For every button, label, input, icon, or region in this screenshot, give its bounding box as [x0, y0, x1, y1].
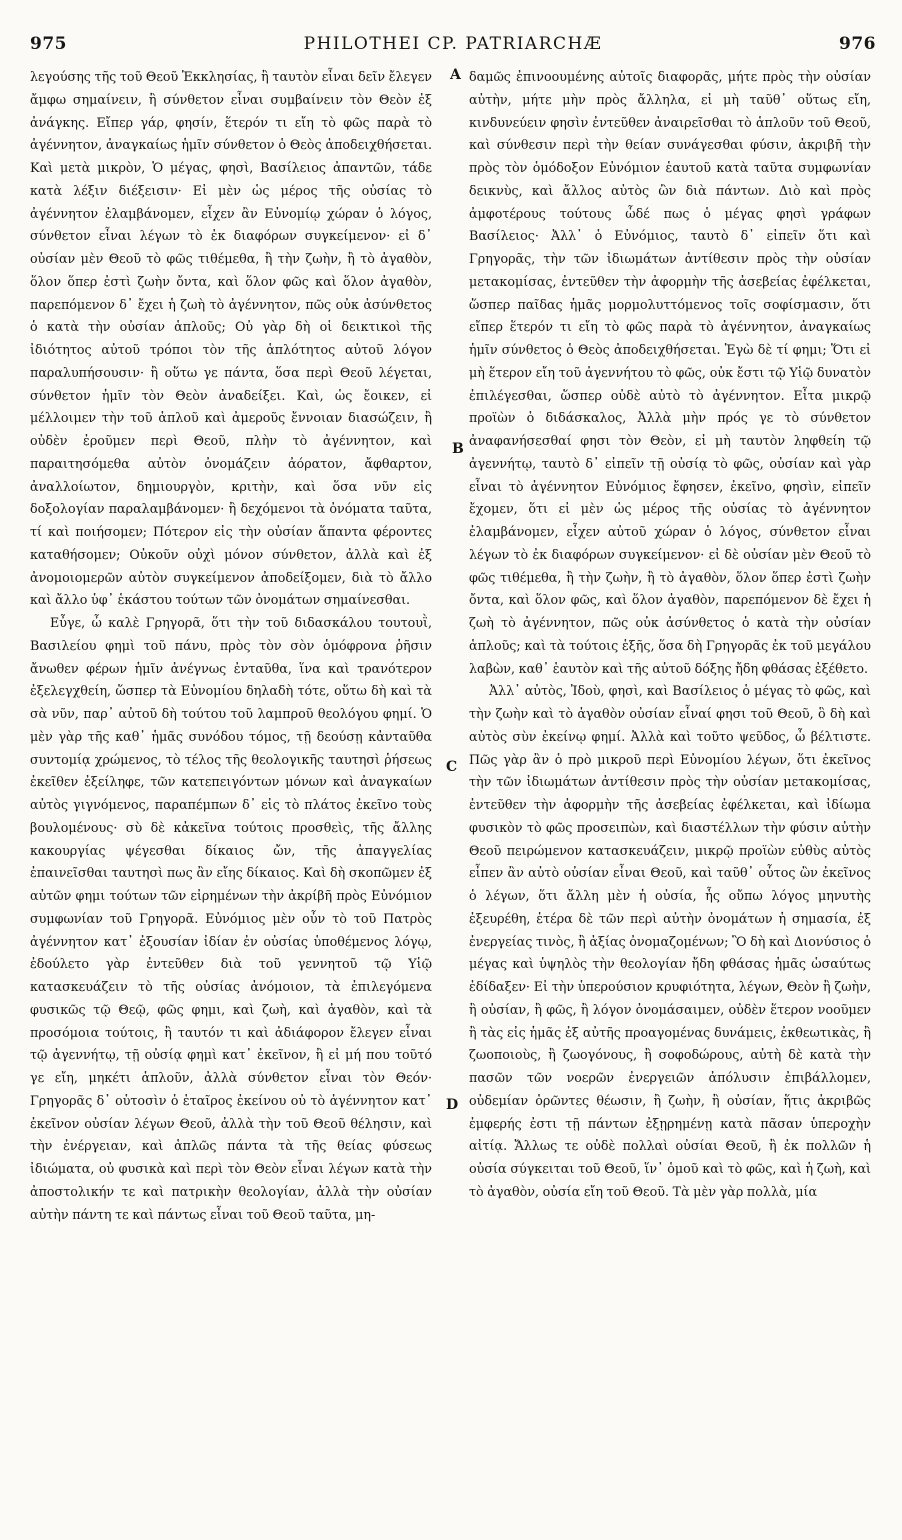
page-number-left: 975	[30, 34, 67, 54]
margin-marker-d: D	[446, 1097, 459, 1113]
margin-marker-c: C	[446, 759, 458, 775]
margin-marker-b: B	[452, 441, 464, 457]
left-column	[30, 66, 432, 1226]
page-header	[30, 34, 876, 62]
left-paragraph-2: Εὖγε, ὦ καλὲ Γρηγορᾶ, ὅτι τὴν τοῦ διδασκάλου τουτουῒ, Βασιλείου φημὶ τοῦ πάνυ, πρὸς τὸν σὸν ὁμόφρονα ῥῆσιν ἄνωθεν φέρων ἡμῖν ἀνέγνως ἐνταῦθα, ἵνα καὶ τρανότερον ἐξελεγχθείη, ὥσπερ τὰ Εὐνομίου δηλαδὴ τότε, οὕτω δὴ καὶ τὰ σὰ νῦν, παρ᾽ αὐτοῦ δὴ τούτου τοῦ λαμπροῦ θεολόγου φημί. Ὁ μὲν γὰρ τῆς καθ᾽ ἡμᾶς συνόδου τόμος, τῇ δεούσῃ κἀνταῦθα συντομίᾳ χρώμενος, τὸ τέλος τῆς θεολογικῆς ταυτησὶ ῥήσεως ἐκεῖθεν ἐξείληφε, τῶν κατεπειγόντων μόνων καὶ ἀναγκαίων αὐτὸς γιγνόμενος, παραπέμπων δ᾽ εἰς τὸ πλάτος ἐκεῖνο τοὺς βουλομένους· σὺ δὲ κἀκεῖνα τούτοις προσθεὶς, τῆς ἄλλης κακουργίας ψέγεσθαι δίκαιος ὤν, τῆς ἀπαγγελίας ἐπαινεῖσθαι ταυτησὶ πως ἂν εἴης δίκαιος. Καὶ δὴ σκοπῶμεν ἐξ αὐτῶν φημι τούτων τῶν εἰρημένων τὴν ἀκρίβῆ πρὸς Εὐνόμιον συμφωνίαν τοῦ Γρηγορᾶ. Εὐνόμιος μὲν οὖν τὸ τοῦ Πατρὸς ἀγέννητον κατ᾽ ἐξουσίαν ἰδίαν ἐν οὐσίας ὑποθέμενος λόγῳ, ἐδούλετο γὰρ ἐντεῦθεν διὰ τοῦ γεννητοῦ τῷ Υἱῷ κατασκευάζειν τὸ τῆς οὐσίας ἀνόμοιον, τὰ ἐπιλεγόμενα φυσικῶς τῷ Θεῷ, φῶς φημι, καὶ ζωὴ, καὶ ἀγαθὸν, καὶ τὰ προσόμοια τούτοις, ἢ ταυτόν τι καὶ ἀδιάφορον ἔλεγεν εἶναι τῷ ἀγεννήτῳ, τῇ οὐσίᾳ φημὶ κατ᾽ ἐκεῖνον, ἢ εἰ μή που τοῦτό γε εἴη, μηκέτι ἁπλοῦν, ἀλλὰ σύνθετον εἶναι τὸν Θεόν· Γρηγορᾶς δ᾽ οὑτοσὶν ὁ ἑταῖρος ἐκείνου οὐ τὸ ἀγέννητον κατ᾽ ἐκεῖνον οὐσίαν λέγων Θεοῦ, ἀλλὰ τὴν τοῦ Θεοῦ θέλησιν, καὶ τὴν ἐνέργειαν, καὶ ἁπλῶς πάντα τὰ τῆς θείας φύσεως ἰδιώματα, οὐ φυσικὰ καὶ περὶ τὸν Θεὸν εἶναι λέγων κατὰ τὴν ἀποστολικήν τε καὶ πατρικὴν θεολογίαν, ἀλλὰ τὴν οὐσίαν αὐτὴν πάντη τε καὶ πάντως εἶναι τοῦ Θεοῦ ταῦτα, μη-	[30, 615, 432, 1222]
running-title: PHILOTHEI CP. PATRIARCHÆ	[303, 34, 603, 54]
right-paragraph-1: δαμῶς ἐπινοουμένης αὐτοῖς διαφορᾶς, μήτε πρὸς τὴν οὐσίαν αὐτὴν, μήτε μὴν πρὸς ἄλληλα, εἰ μὴ ταῦθ᾽ οὕτως εἴη, κινδυνεύειν φησὶν ἐντεῦθεν ἀναιρεῖσθαι τὸ ἁπλοῦν τοῦ Θεοῦ, καὶ σύνθεσιν περὶ τὴν θείαν συνάγεσθαι φύσιν, ἀκριβῆ τὴν πρὸς τὸν ὁμόδοξον Εὐνόμιον ἑαυτοῦ κατὰ ταῦτα συμφωνίαν δεικνὺς, καὶ ἄλλος αὐτὸς ὢν διὰ πάντων. Διὸ καὶ πρὸς ἀμφοτέρους τούτους ὧδέ πως ὁ μέγας φησὶ γράφων Βασίλειος· Ἀλλ᾽ ὁ Εὐνόμιος, ταυτὸ δ᾽ εἰπεῖν ὅτι καὶ Γρηγορᾶς, τὴν τῶν ἰδιωμάτων ἀντίθεσιν πρὸς τὴν οὐσίαν μετακομίσας, ἐντεῦθεν τὴν ἀφορμὴν τῆς ἀσεβείας ἐφέλκεται, ὥσπερ παῖδας ἡμᾶς μορμολυττόμενος τοῖς σοφίσμασιν, ὅτι εἴπερ ἕτερόν τι εἴη τὸ φῶς παρὰ τὸ ἀγέννητον, ἀναγκαίως ἡμῖν σύνθετος ὁ Θεὸς ἀποδειχθήσεται. Ἐγὼ δὲ τί φημι; Ὅτι εἰ μὴ ἕτερον εἴη τοῦ ἀγεννήτου τὸ φῶς, οὐκ ἔστι τῷ Υἱῷ δυνατὸν ἐπιλέγεσθαι, ὥσπερ οὐδὲ αὐτὸ τὸ ἀγέννητον. Εἶτα μικρῷ προϊὼν ὁ διδάσκαλος, Ἀλλὰ μὴν πρός γε τὸ σύνθετον ἀναφανήσεσθαί φησι τὸν Θεὸν, εἰ μὴ ταυτὸν ληφθείη τῷ ἀγεννήτῳ, ταυτὸ δ᾽ εἰπεῖν τῇ οὐσίᾳ τὸ φῶς, οὐσίαν καὶ γὰρ εἶναι τὸ ἀγέννητον Εὐνόμιος ἔφησεν, ἐκεῖνο, φησὶν, εἰπεῖν ἔχομεν, ὅτι εἰ μὲν ὡς μέρος τῆς οὐσίας τὸ ἀγέννητον ἐλαμβάνομεν, εἶχεν αὐτοῦ χώραν ὁ λόγος, σύνθετον εἶναι λέγων τὸ ἐκ διαφόρων συγκείμενον· εἰ δὲ οὐσίαν μὲν Θεοῦ τὸ φῶς τιθέμεθα, ἢ τὴν ζωὴν, ἢ τὸ ἀγαθὸν, ὅλον ὅπερ ἐστὶ ζωὴν ὄντα, καὶ ὅλον φῶς, καὶ ὅλον ἀγαθὸν, παρεπόμενον δὲ ἔχει ἡ ζωὴ τὸ ἀγέννητον, πῶς οὐκ ἀσύνθετος ὁ κατὰ τὴν οὐσίαν ἁπλοῦς; καὶ τὰ τούτοις ἑξῆς, ὅσα δὴ Γρηγορᾶς ἐκ τοῦ μεγάλου λαβὼν, καθ᾽ ἑαυτὸν καὶ τῆς αὐτοῦ δόξης ἤδη φθάσας ἐξέθετο.	[469, 69, 871, 676]
page-number-right: 976	[839, 34, 876, 54]
margin-marker-a: A	[450, 67, 461, 83]
right-column	[469, 66, 871, 1204]
left-paragraph-1: λεγούσης τῆς τοῦ Θεοῦ Ἐκκλησίας, ἢ ταυτὸν εἶναι δεῖν ἔλεγεν ἄμφω σημαίνειν, ἢ σύνθετον εἶναι συμβαίνειν τὸν Θεὸν ἐξ ἀνάγκης. Εἴπερ γάρ, φησίν, ἕτερόν τι εἴη τὸ φῶς παρὰ τὸ ἀγέννητον, ἀναγκαίως ἡμῖν σύνθετον ὁ Θεὸς ἀποδειχθήσεται. Καὶ μετὰ μικρὸν, Ὁ μέγας, φησὶ, Βασίλειος ἀπαντῶν, τάδε κατὰ λέξιν διέξεισιν· Εἰ μὲν ὡς μέρος τῆς οὐσίας τὸ ἀγέννητον ἐλαμβάνομεν, εἶχεν ἂν Εὐνομίῳ χώραν ὁ λόγος, σύνθετον εἶναι λέγων τὸ ἐκ διαφόρων συγκείμενον· εἰ δ᾽ οὐσίαν μὲν Θεοῦ τὸ φῶς τιθέμεθα, ἢ τὴν ζωὴν, ἢ τὸ ἀγαθὸν, ὅλον ὅπερ ἐστὶ ζωὴν ὄντα, καὶ ὅλον φῶς καὶ ὅλον ἀγαθὸν, παρεπόμενον δ᾽ ἔχει ἡ ζωὴ τὸ ἀγέννητον, πῶς οὐκ ἀσύνθετος ὁ κατὰ τὴν οὐσίαν ἁπλοῦς; Οὐ γὰρ δὴ οἱ δεικτικοὶ τῆς ἰδιότητος αὐτοῦ τρόποι τὸν τῆς ἁπλότητος αὐτοῦ λόγον παραλυπήσουσιν· ἢ οὕτω γε πάντα, ὅσα περὶ Θεοῦ λέγεται, σύνθετον ἡμῖν τὸν Θεὸν ἀναδείξει. Καὶ, ὡς ἔοικεν, εἰ μέλλοιμεν τὴν τοῦ ἁπλοῦ καὶ ἀμεροῦς ἔννοιαν διασώζειν, ἢ οὐδὲν ἐροῦμεν περὶ Θεοῦ, πλὴν τὸ ἀγέννητον, καὶ παραιτησόμεθα αὐτὸν ὀνομάζειν ἀόρατον, ἄφθαρτον, ἀναλλοίωτον, δημιουργὸν, κριτὴν, καὶ ὅσα νῦν εἰς δοξολογίαν παραλαμβάνομεν· ἢ δεχόμενοι τὰ ὀνόματα ταῦτα, τί καὶ ποιήσομεν; Πότερον εἰς τὴν οὐσίαν ἅπαντα φέροντες καταθήσομεν; Οὐκοῦν οὐχὶ μόνον σύνθετον, ἀλλὰ καὶ ἐξ ἀνομοιομερῶν αὐτὸν συγκείμενον ἀποδείξομεν, διὰ τὸ ἄλλο καὶ ἄλλο ὑφ᾽ ἑκάστου τούτων τῶν ὀνομάτων σημαίνεσθαι.	[30, 69, 432, 608]
right-paragraph-2: Ἀλλ᾽ αὐτὸς, Ἰδοὺ, φησὶ, καὶ Βασίλειος ὁ μέγας τὸ φῶς, καὶ τὴν ζωὴν καὶ τὸ ἀγαθὸν οὐσίαν εἶναί φησι τοῦ Θεοῦ, ὃ δὴ καὶ αὐτὸς σὺν ἐκείνῳ φημί. Ἀλλὰ καὶ τοῦτο ψεῦδος, ὦ βέλτιστε. Πῶς γὰρ ἂν ὁ πρὸ μικροῦ περὶ Εὐνομίου λέγων, ὅτι ἐκεῖνος τὴν τῶν ἰδιωμάτων ἀντίθεσιν πρὸς τὴν οὐσίαν μετακομίσας, ἐντεῦθεν τὴν ἀφορμὴν τῆς ἀσεβείας ἐφέλκεται, καὶ ἰδίωμα φυσικὸν τὸ φῶς προσειπὼν, καὶ διαστέλλων τὴν φύσιν αὐτὴν Θεοῦ πειρώμενον κατασκευάζειν, μικρῷ προϊὼν εὐθὺς αὐτὸς εἶπεν ἂν αὐτὸ οὐσίαν εἶναι Θεοῦ, καὶ ταῦθ᾽ οὗτος ὢν ἐκεῖνος ὁ λέγων, ὅτι ἄλλη μὲν ἡ οὐσία, ἧς οὔπω λόγος μηνυτὴς ἐξευρέθη, ἑτέρα δὲ τῶν περὶ αὐτὴν ὀνομάτων ἡ σημασία, ἐξ ἐνεργείας τινὸς, ἢ ἀξίας ὀνομαζομένων; Ὃ δὴ καὶ Διονύσιος ὁ μέγας καὶ ὑψηλὸς τὴν θεολογίαν ἤδη φθάσας ἡμᾶς ὡσαύτως ἐδίδαξεν· Εἰ τὴν ὑπερούσιον κρυφιότητα, λέγων, Θεὸν ἢ ζωὴν, ἢ οὐσίαν, ἢ φῶς, ἢ λόγον ὀνομάσαιμεν, οὐδὲν ἕτερον νοοῦμεν ἢ τὰς εἰς ἡμᾶς ἐξ αὐτῆς προαγομένας δυνάμεις, ἐκθεωτικὰς, ἢ ζωοποιοὺς, ἢ ζωογόνους, ἢ σοφοδώρους, αὐτὴ δὲ κατὰ τὴν πασῶν τῶν νοερῶν ἐνεργειῶν ἀπόλυσιν ἐπιβάλλομεν, οὐδεμίαν ὁρῶντες θέωσιν, ἢ ζωὴν, ἢ οὐσίαν, ἥτις ἀκριβῶς ἐμφερής ἐστι τῇ πάντων ἐξῃρημένῃ κατὰ πᾶσαν ὑπεροχὴν αἰτίᾳ. Ἄλλως τε οὐδὲ πολλαὶ οὐσίαι Θεοῦ, ἢ ἐκ πολλῶν ἡ οὐσία σύγκειται τοῦ Θεοῦ, ἵν᾽ ὁμοῦ καὶ τὸ φῶς, καὶ ἡ ζωὴ, καὶ τὸ ἀγαθὸν, οὐσία εἴη τοῦ Θεοῦ. Τὰ μὲν γὰρ πολλὰ, μία	[469, 683, 871, 1199]
